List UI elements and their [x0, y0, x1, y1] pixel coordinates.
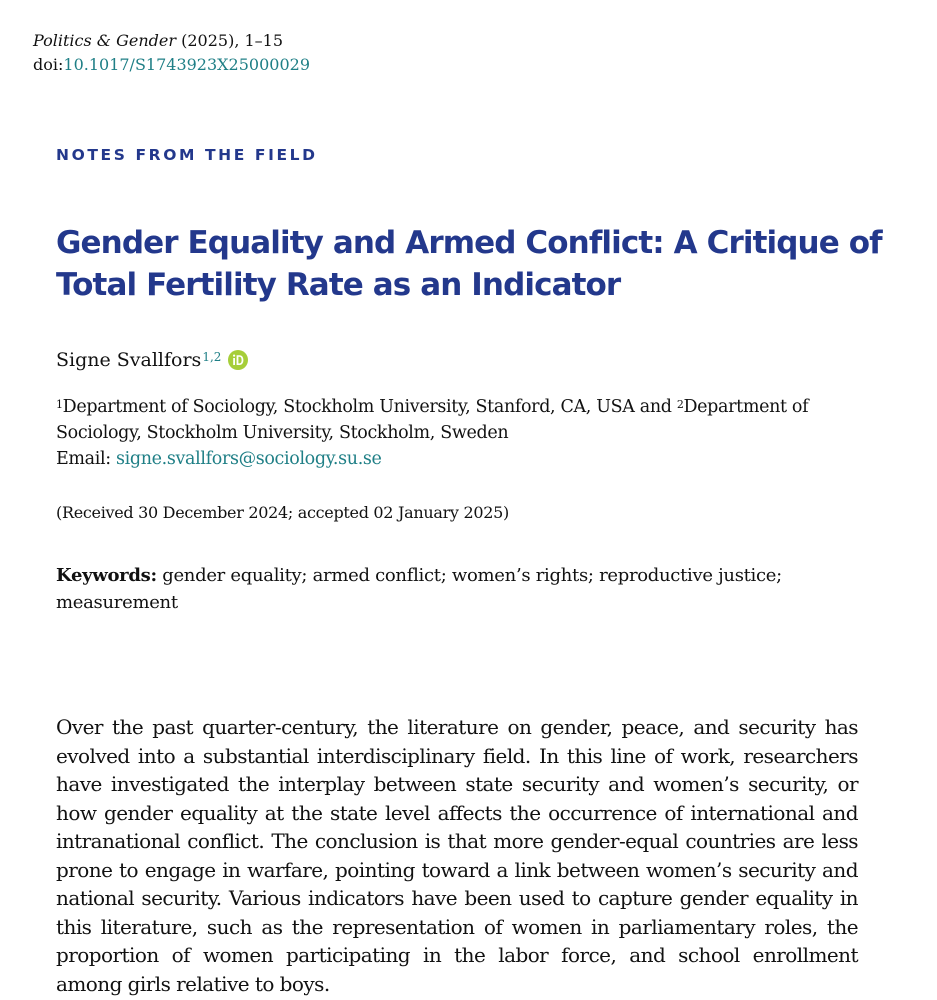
affiliation-mark-2: 2: [676, 398, 684, 411]
body-paragraph: Over the past quarter-century, the literature on gender, peace, and security has evolved into a substantial interdisciplinary field. In this line of work, researchers have investigated the interplay between state security and women’s security, or how gender equality at the state level affects the occurrence of international and intranational conflict. The conclusion is that more gender-equal countries are less prone to engage in warfare, pointing toward a link between women’s security and national security. Various indicators have been used to capture gender equality in this literature, such as the representation of women in parliamentary roles, the proportion of women participating in the labor force, and school enrollment among girls relative to boys.: [56, 715, 858, 996]
author-line: [56, 346, 248, 374]
doi-prefix: doi:: [33, 55, 64, 74]
doi-link[interactable]: 10.1017/S1743923X25000029: [63, 55, 310, 74]
author-name[interactable]: Signe Svallfors: [56, 349, 202, 371]
affiliation-2: Department of Sociology, Stockholm University, Stockholm, Sweden: [56, 397, 809, 443]
article-title: Gender Equality and Armed Conflict: A Critique of Total Fertility Rate as an Indicator: [56, 225, 882, 303]
journal-citation: [33, 29, 283, 53]
affiliation-mark-1: 1: [56, 398, 63, 411]
journal-name: Politics & Gender: [33, 31, 177, 50]
affiliations: [56, 394, 876, 472]
keywords-list: gender equality; armed conflict; women’s rights; reproductive justice; measurement: [56, 565, 782, 613]
journal-year-pages: (2025), 1–15: [176, 31, 284, 50]
keywords: [56, 562, 856, 616]
keywords-label: Keywords:: [56, 565, 157, 586]
email-link[interactable]: signe.svallfors@sociology.su.se: [116, 449, 382, 469]
section-label: NOTES FROM THE FIELD: [56, 146, 318, 164]
email-label: Email:: [56, 449, 117, 469]
author-affiliation-marks[interactable]: 1,2: [202, 350, 222, 364]
received-dates: (Received 30 December 2024; accepted 02 January 2025): [56, 503, 509, 522]
affiliation-1: Department of Sociology, Stockholm University, Stanford, CA, USA and: [62, 397, 677, 417]
orcid-icon[interactable]: [228, 350, 248, 370]
doi-line: [33, 53, 310, 77]
